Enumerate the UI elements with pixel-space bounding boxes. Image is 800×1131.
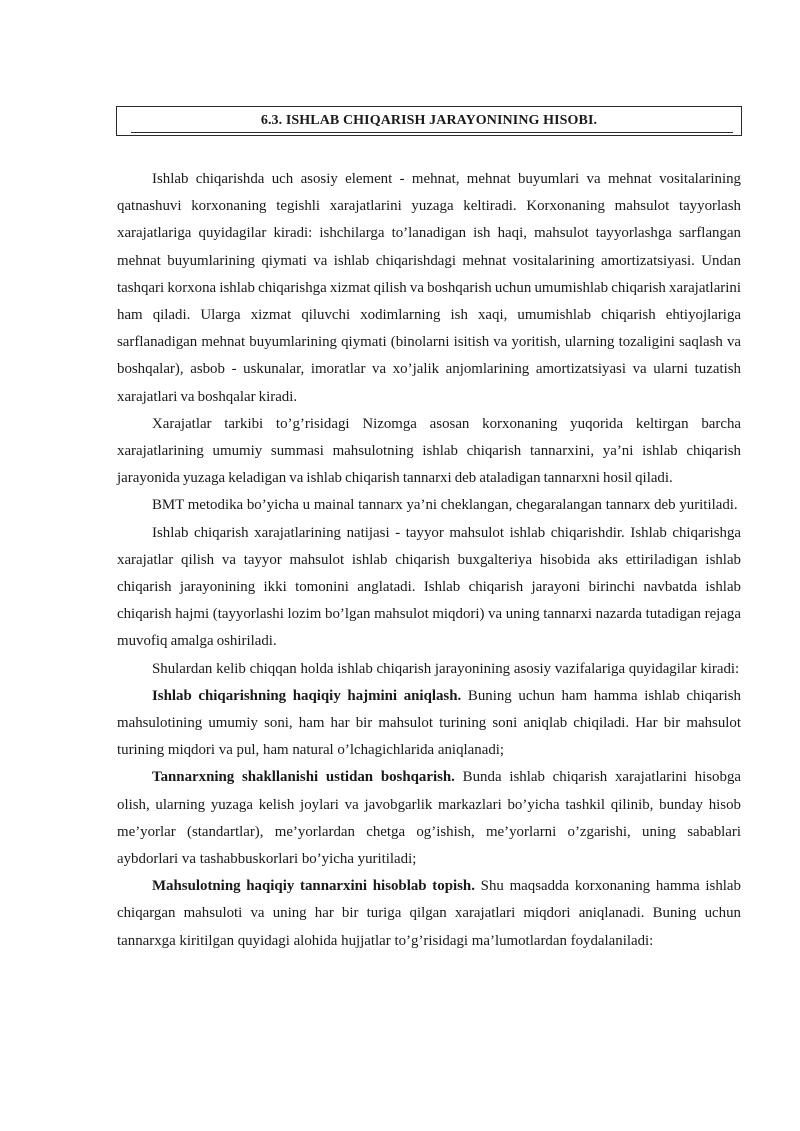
paragraph [117, 873, 741, 955]
paragraph-text: Ishlab chiqarishda uch asosiy element - mehnat, mehnat buyumlari va mehnat vositalarining qatnashuvi korxonaning tegishli xarajatlarini yuzaga keltiradi. Korxonaning mahsulot tayyorlash xarajatlariga quyidagilar kiradi: ishchilarga to’lanadigan ish haqi, mahsulot tayyorlashga sarflangan mehnat buyumlarining qiymati va ishlab chiqarishdagi mehnat vositalarining amortizatsiyasi. Undan tashqari korxona ishlab chiqarishga xizmat qilish va boshqarish uchun umumishlab chiqarish xarajatlarini ham qiladi. Ularga xizmat qiluvchi xodimlarning ish xaqi, umumishlab chiqarish ehtiyojlariga sarflanadigan mehnat buyumlarining qiymati (binolarni isitish va yoritish, ularning tozaligini saqlash va boshqalar), asbob - uskunalar, imoratlar va xo’jalik anjomlarining amortizatsiyasi va ularni tuzatish xarajatlari va boshqalar kiradi. [117, 171, 741, 405]
document-body [117, 166, 741, 955]
paragraph [117, 683, 741, 765]
paragraph-text: Xarajatlar tarkibi to’g’risidagi Nizomga asosan korxonaning yuqorida keltirgan barcha xarajatlarining umumiy summasi mahsulotning ishlab chiqarish tannarxini, ya’ni ishlab chiqarish jarayonida yuzaga keladigan va ishlab chiqarish tannarxi deb ataladigan tannarxni hosil qiladi. [117, 415, 741, 487]
paragraph [117, 656, 741, 683]
paragraph [117, 520, 741, 656]
paragraph [117, 411, 741, 493]
paragraph-bold-lead: Tannarxning shakllanishi ustidan boshqarish. [152, 769, 455, 786]
paragraph-text: Shu maqsadda korxonaning hamma ishlab chiqargan mahsuloti va uning har bir turiga qilgan xarajatlari miqdori aniqlanadi. Buning uchun tannarxga kiritilgan quyidagi alohida hujjatlar to’g’risidagi ma’lumotlardan foydalaniladi: [117, 878, 741, 949]
paragraph-text: Shulardan kelib chiqqan holda ishlab chiqarish jarayonining asosiy vazifalariga quyidagilar kiradi: [152, 660, 740, 677]
paragraph-bold-lead: Ishlab chiqarishning haqiqiy hajmini aniqlash. [152, 687, 462, 704]
section-heading: 6.3. ISHLAB CHIQARISH JARAYONINING HISOBI. [260, 113, 598, 128]
heading-underline [131, 132, 733, 133]
paragraph [117, 166, 741, 411]
paragraph-text: Buning uchun ham hamma ishlab chiqarish mahsulotining umumiy soni, ham har bir mahsulot turining soni aniqlab chiqiladi. Har bir mahsulot turining miqdori va pul, ham natural o’lchagichlarida aniqlanadi; [117, 687, 742, 759]
paragraph [117, 764, 741, 873]
paragraph-text: Bunda ishlab chiqarish xarajatlarini hisobga olish, ularning yuzaga kelish joylari va javobgarlik markazlari bo’yicha tashkil qilinib, bunday hisob me’yorlar (standartlar), me’yorlardan chetga og’ishish, me’yorlarni o’zgarishi, uning sabablari aybdorlari va tashabbuskorlari bo’yicha yuritiladi; [117, 769, 742, 868]
paragraph-text: BMT metodika bo’yicha u mainal tannarx ya’ni cheklangan, chegaralangan tannarx deb yuritiladi. [152, 497, 738, 514]
paragraph-bold-lead: Mahsulotning haqiqiy tannarxini hisoblab topish. [152, 878, 475, 895]
paragraph [117, 492, 741, 519]
paragraph-text: Ishlab chiqarish xarajatlarining natijasi - tayyor mahsulot ishlab chiqarishdir. Ishlab chiqarishga xarajatlar qilish va tayyor mahsulot ishlab chiqarish buxgalteriya hisobida aks ettiriladigan ishlab chiqarish jarayonining ikki tomonini anglatadi. Ishlab chiqarish jarayoni birinchi navbatda ishlab chiqarish hajmi (tayyorlashi lozim bo’lgan mahsulot miqdori) va uning tannarxi nazarda tutadigan rejaga muvofiq amalga oshiriladi. [117, 524, 741, 650]
section-heading-box [116, 106, 742, 136]
